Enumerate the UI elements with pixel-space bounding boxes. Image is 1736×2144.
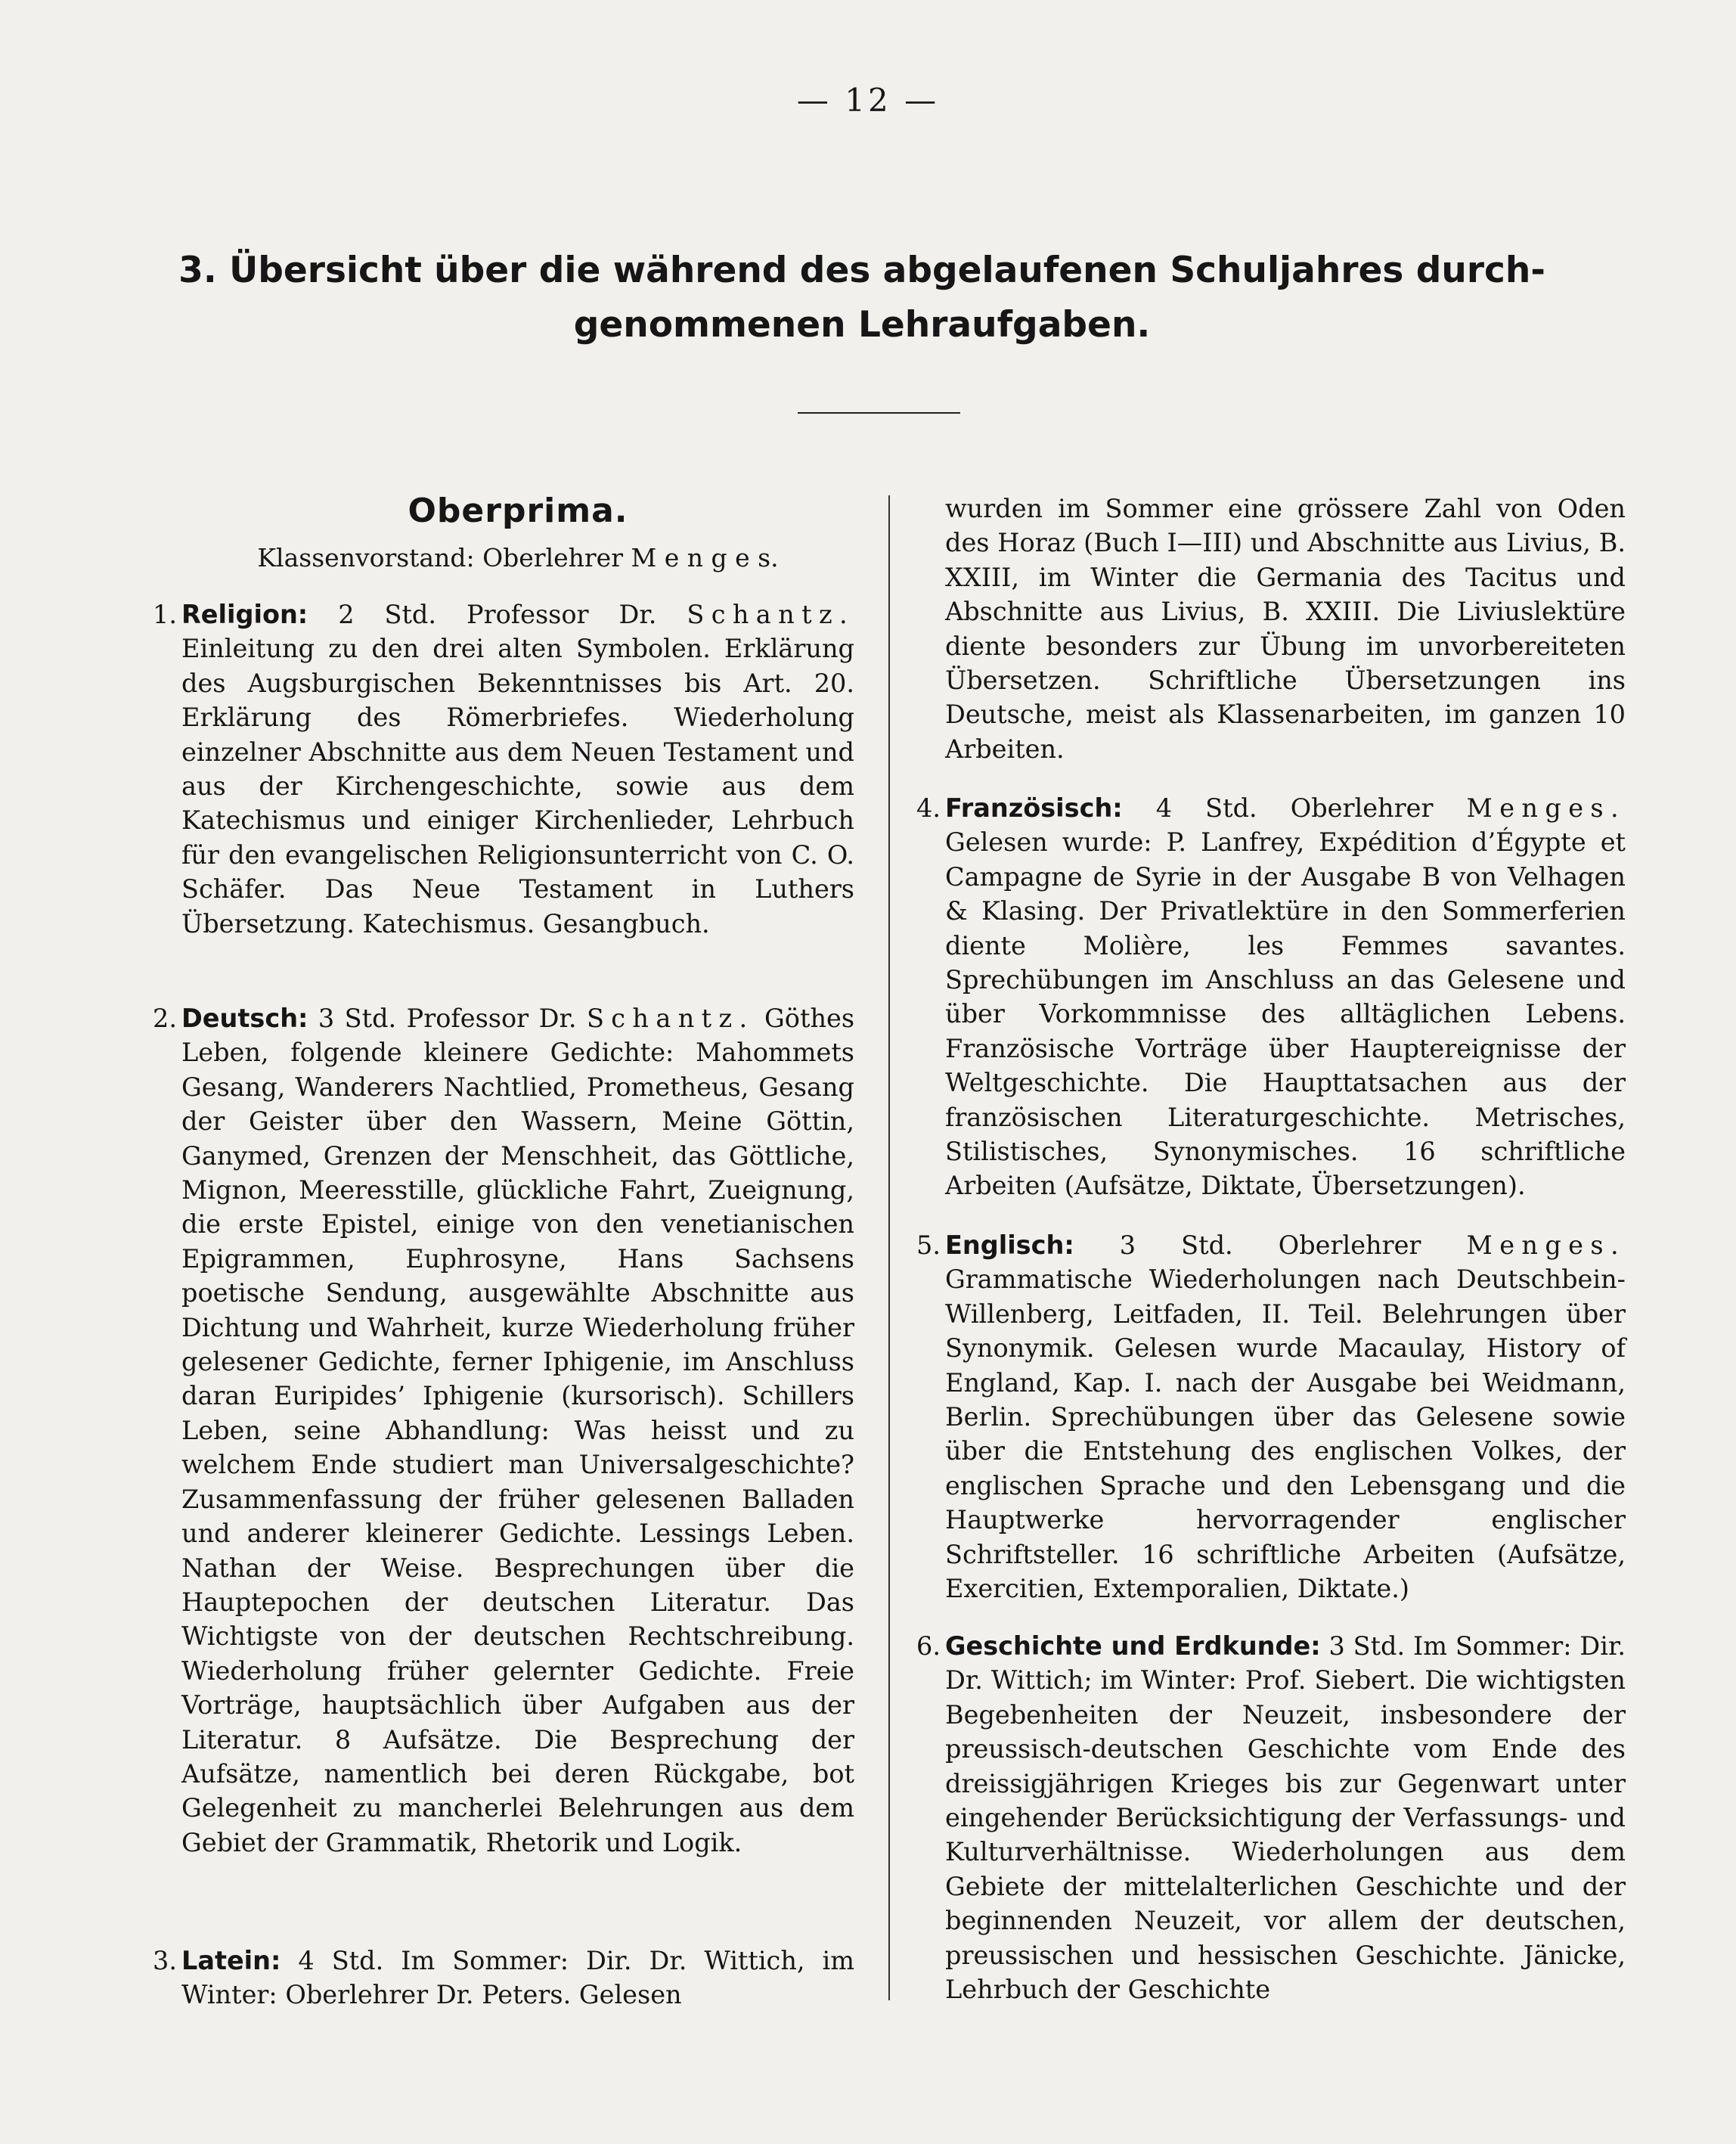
subject-latein-continued [945, 492, 1626, 766]
subject-text: wurden im Sommer eine grössere Zahl von Oden des Horaz (Buch I—III) und Abschnitte aus Livius, B. XXIII, im Winter die Germania des Tacitus und Abschnitte aus Livius, B. XXIII. Die Liviuslektüre diente besonders zur Übung im unvorbereiteten Übersetzen. Schriftliche Übersetzungen ins Deutsche, meist als Klassenarbeiten, im ganzen 10 Arbeiten. [945, 494, 1626, 764]
subject-teacher-prefix: Professor Dr. [467, 600, 657, 629]
subject-number: 4. [916, 793, 941, 823]
subject-hours: 2 Std. [338, 600, 437, 629]
subject-deutsch [153, 1001, 855, 1860]
subject-latein [153, 1944, 855, 2012]
title-divider [798, 412, 960, 414]
subject-text: Im Sommer: Dir. Dr. Wittich; im Winter: Prof. Siebert. Die wichtigsten Begebenheiten der Neuzeit, insbesondere der preussisch-deutschen Geschichte vom Ende des dreissigjährigen Krieges bis zur Gegenwart unter eingehender Berücksichtigung der Verfassungs- und Kulturverhältnisse. Wiederholungen aus dem Gebiete der mittelalterlichen Geschichte und der beginnenden Neuzeit, vor allem der deutschen, preussischen und hessischen Geschichte. Jänicke, Lehrbuch der Geschichte [945, 1631, 1626, 2005]
subject-teacher-prefix: Professor Dr. [406, 1004, 577, 1033]
subject-number: 2. [153, 1004, 177, 1033]
subject-text: Grammatische Wiederholungen nach Deutschbein-Willenberg, Leitfaden, II. Teil. Belehrungen über Synonymik. Gelesen wurde Macaulay, History of England, Kap. I. nach der Ausgabe bei Weidmann, Berlin. Sprechübungen über das Gelesene sowie über die Entstehung des englischen Volkes, der englischen Sprache und den Lebensgang und die Hauptwerke hervorragender englischer Schriftsteller. 16 schriftliche Arbeiten (Aufsätze, Exercitien, Extemporalien, Diktate.) [945, 1264, 1626, 1604]
class-teacher: Klassenvorstand: Oberlehrer M e n g e s. [257, 543, 779, 572]
subject-hours: 3 Std. [318, 1004, 397, 1033]
subject-name: Englisch: [945, 1230, 1074, 1260]
page-number: — 12 — [796, 82, 940, 119]
subject-number: 6. [916, 1631, 941, 1661]
subject-teacher-prefix: Oberlehrer [1290, 793, 1434, 823]
column-divider [888, 495, 890, 2000]
subject-hours: 3 Std. [1119, 1230, 1233, 1260]
subject-teacher-prefix: Oberlehrer [1278, 1230, 1421, 1260]
subject-name: Deutsch: [181, 1004, 308, 1033]
subject-teacher: Menges. [1466, 793, 1626, 823]
subject-hours: 4 Std. [298, 1946, 384, 1975]
subject-text: Im Sommer: Dir. Dr. Wittich, im Winter: Oberlehrer Dr. Peters. Gelesen [181, 1946, 855, 2010]
subject-franzoesisch [916, 791, 1626, 1203]
section-title: 3. Übersicht über die während des abgelaufenen Schuljahres durch-genommenen Lehraufgaben. [178, 250, 1545, 346]
subject-number: 1. [153, 600, 177, 629]
subject-teacher: Menges. [1466, 1230, 1626, 1260]
subject-name: Französisch: [945, 793, 1123, 823]
subject-number: 5. [916, 1230, 941, 1260]
subject-text: Gelesen wurde: P. Lanfrey, Expédition d’Égypte et Campagne de Syrie in der Ausgabe B von Velhagen & Klasing. Der Privatlektüre in den Sommerferien diente Molière, les Femmes savantes. Sprechübungen im Anschluss an das Gelesene und über Vorkommnisse des alltäglichen Lebens. Französische Vorträge über Hauptereignisse der Weltgeschichte. Die Haupttatsachen aus der französischen Literaturgeschichte. Metrisches, Stilistisches, Synonymisches. 16 schriftliche Arbeiten (Aufsätze, Diktate, Übersetzungen). [945, 827, 1626, 1201]
subject-teacher: Schantz. [687, 600, 855, 629]
subject-religion [153, 597, 855, 941]
subject-name: Religion: [181, 600, 308, 629]
subject-hours: 3 Std. [1328, 1631, 1406, 1661]
subject-number: 3. [153, 1946, 177, 1975]
subject-text: Einleitung zu den drei alten Symbolen. Erklärung des Augsburgischen Bekenntnisses bis Art. 20. Erklärung des Römerbriefes. Wiederholung einzelner Abschnitte aus dem Neuen Testament und aus der Kirchengeschichte, sowie aus dem Katechismus und einiger Kirchenlieder, Lehrbuch für den evangelischen Religionsunterricht von C. O. Schäfer. Das Neue Testament in Luthers Übersetzung. Katechismus. Gesangbuch. [181, 634, 854, 939]
subject-teacher: Schantz. [586, 1004, 755, 1033]
subject-text: Göthes Leben, folgende kleinere Gedichte: Mahommets Gesang, Wanderers Nachtlied, Prometheus, Gesang der Geister über den Wassern, Meine Göttin, Ganymed, Grenzen der Menschheit, das Göttliche, Mignon, Meeresstille, glückliche Fahrt, Zueignung, die erste Epistel, einige von den venetianischen Epigrammen, Euphrosyne, Hans Sachsens poetische Sendung, ausgewählte Abschnitte aus Dichtung und Wahrheit, kurze Wiederholung früher gelesener Gedichte, ferner Iphigenie, im Anschluss daran Euripides’ Iphigenie (kursorisch). Schillers Leben, seine Abhandlung: Was heisst und zu welchem Ende studiert man Universalgeschichte? Zusammenfassung der früher gelesenen Balladen und anderer kleinerer Gedichte. Lessings Leben. Nathan der Weise. Besprechungen über die Hauptepochen der deutschen Literatur. Das Wichtigste von der deutschen Rechtschreibung. Wiederholung früher gelernter Gedichte. Freie Vorträge, hauptsächlich über Aufgaben aus der Literatur. 8 Aufsätze. Die Besprechung der Aufsätze, namentlich bei deren Rückgabe, bot Gelegenheit zu mancherlei Belehrungen aus dem Gebiet der Grammatik, Rhetorik und Logik. [181, 1004, 855, 1857]
subject-hours: 4 Std. [1155, 793, 1257, 823]
subject-name: Geschichte und Erdkunde: [945, 1631, 1321, 1661]
subject-name: Latein: [181, 1946, 281, 1975]
subject-geschichte [916, 1629, 1626, 2006]
subject-englisch [916, 1228, 1626, 1606]
class-heading: Oberprima. [408, 492, 628, 530]
